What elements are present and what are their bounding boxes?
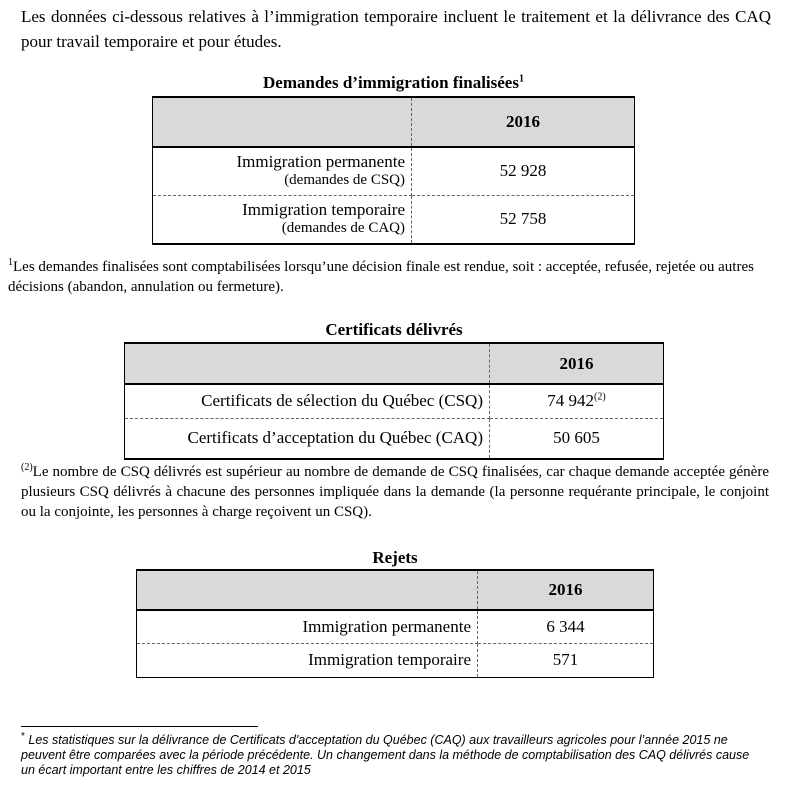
table3-header-row (137, 570, 654, 610)
table3-row2-label: Immigration temporaire (137, 643, 478, 677)
table1-header-empty (153, 97, 412, 147)
table2-row1-value-sup: (2) (594, 391, 606, 403)
table3-row2-value: 571 (478, 643, 654, 677)
table1-header-year: 2016 (412, 97, 635, 147)
table-row (137, 610, 654, 643)
page-footnote (21, 730, 761, 778)
table1-row2-label-sub: (demandes de CAQ) (281, 220, 405, 237)
table1 (152, 96, 635, 245)
table2-row1-label: Certificats de sélection du Québec (CSQ) (125, 384, 490, 418)
table1-row2-label-main: Immigration temporaire (242, 200, 405, 220)
table1-note-text: Les demandes finalisées sont comptabilisées lorsqu’une décision finale est rendue, soit : acceptée, refusée, rejetée ou autres décisions (abandon, annulation ou fermeture). (8, 259, 754, 295)
table3 (136, 569, 654, 678)
table-row (153, 147, 635, 195)
page-footnote-marker: * (21, 730, 25, 742)
table1-row1-label-main: Immigration permanente (236, 152, 405, 172)
table3-header-empty (137, 570, 478, 610)
table2 (124, 342, 664, 460)
table1-title (152, 73, 635, 93)
table1-note (8, 257, 778, 297)
table2-row2-value: 50 605 (490, 418, 664, 459)
table1-header-row (153, 97, 635, 147)
table2-header-empty (125, 343, 490, 384)
table2-note (21, 462, 769, 522)
table2-row2-label: Certificats d’acceptation du Québec (CAQ) (125, 418, 490, 459)
intro-paragraph: Les données ci-dessous relatives à l’immigration temporaire incluent le traitement et la délivrance des CAQ pour travail temporaire et pour études. (21, 7, 771, 51)
table2-row1-value (490, 384, 664, 418)
table-row (153, 195, 635, 244)
table3-row1-label: Immigration permanente (137, 610, 478, 643)
table-row (125, 384, 664, 418)
table1-title-text: Demandes d’immigration finalisées (263, 73, 519, 92)
table2-title: Certificats délivrés (325, 320, 463, 339)
table1-row1-label-sub: (demandes de CSQ) (284, 172, 405, 189)
table2-row1-value-number: 74 942 (547, 391, 595, 411)
table3-title: Rejets (372, 548, 418, 567)
table3-header-year: 2016 (478, 570, 654, 610)
footnote-separator (21, 726, 258, 727)
table2-note-text: Le nombre de CSQ délivrés est supérieur au nombre de demande de CSQ finalisées, car chaque demande acceptée génère plusieurs CSQ délivrés à chacune des personnes impliquée dans la demande (la personne requérante principale, le conjoint ou la conjointe, les personnes à charge reçoivent un CSQ). (21, 464, 769, 520)
table2-header-row (125, 343, 664, 384)
table3-row1-value: 6 344 (478, 610, 654, 643)
table1-row2-value: 52 758 (412, 195, 635, 244)
table-row (125, 418, 664, 459)
page-footnote-text: Les statistiques sur la délivrance de Certificats d'acceptation du Québec (CAQ) aux travailleurs agricoles pour l’année 2015 ne peuvent être comparées avec la période précédente. Un changement dans la méthode de comptabilisation des CAQ délivrés cause un écart important entre les chiffres de 2014 et 2015 (21, 733, 750, 777)
table2-note-marker: (2) (21, 462, 33, 473)
table1-title-sup: 1 (518, 73, 524, 85)
table1-row2-label (153, 195, 412, 244)
table1-row1-label (153, 147, 412, 195)
table1-note-marker: 1 (8, 257, 13, 268)
table2-header-year: 2016 (490, 343, 664, 384)
table-row (137, 643, 654, 677)
table1-row1-value: 52 928 (412, 147, 635, 195)
